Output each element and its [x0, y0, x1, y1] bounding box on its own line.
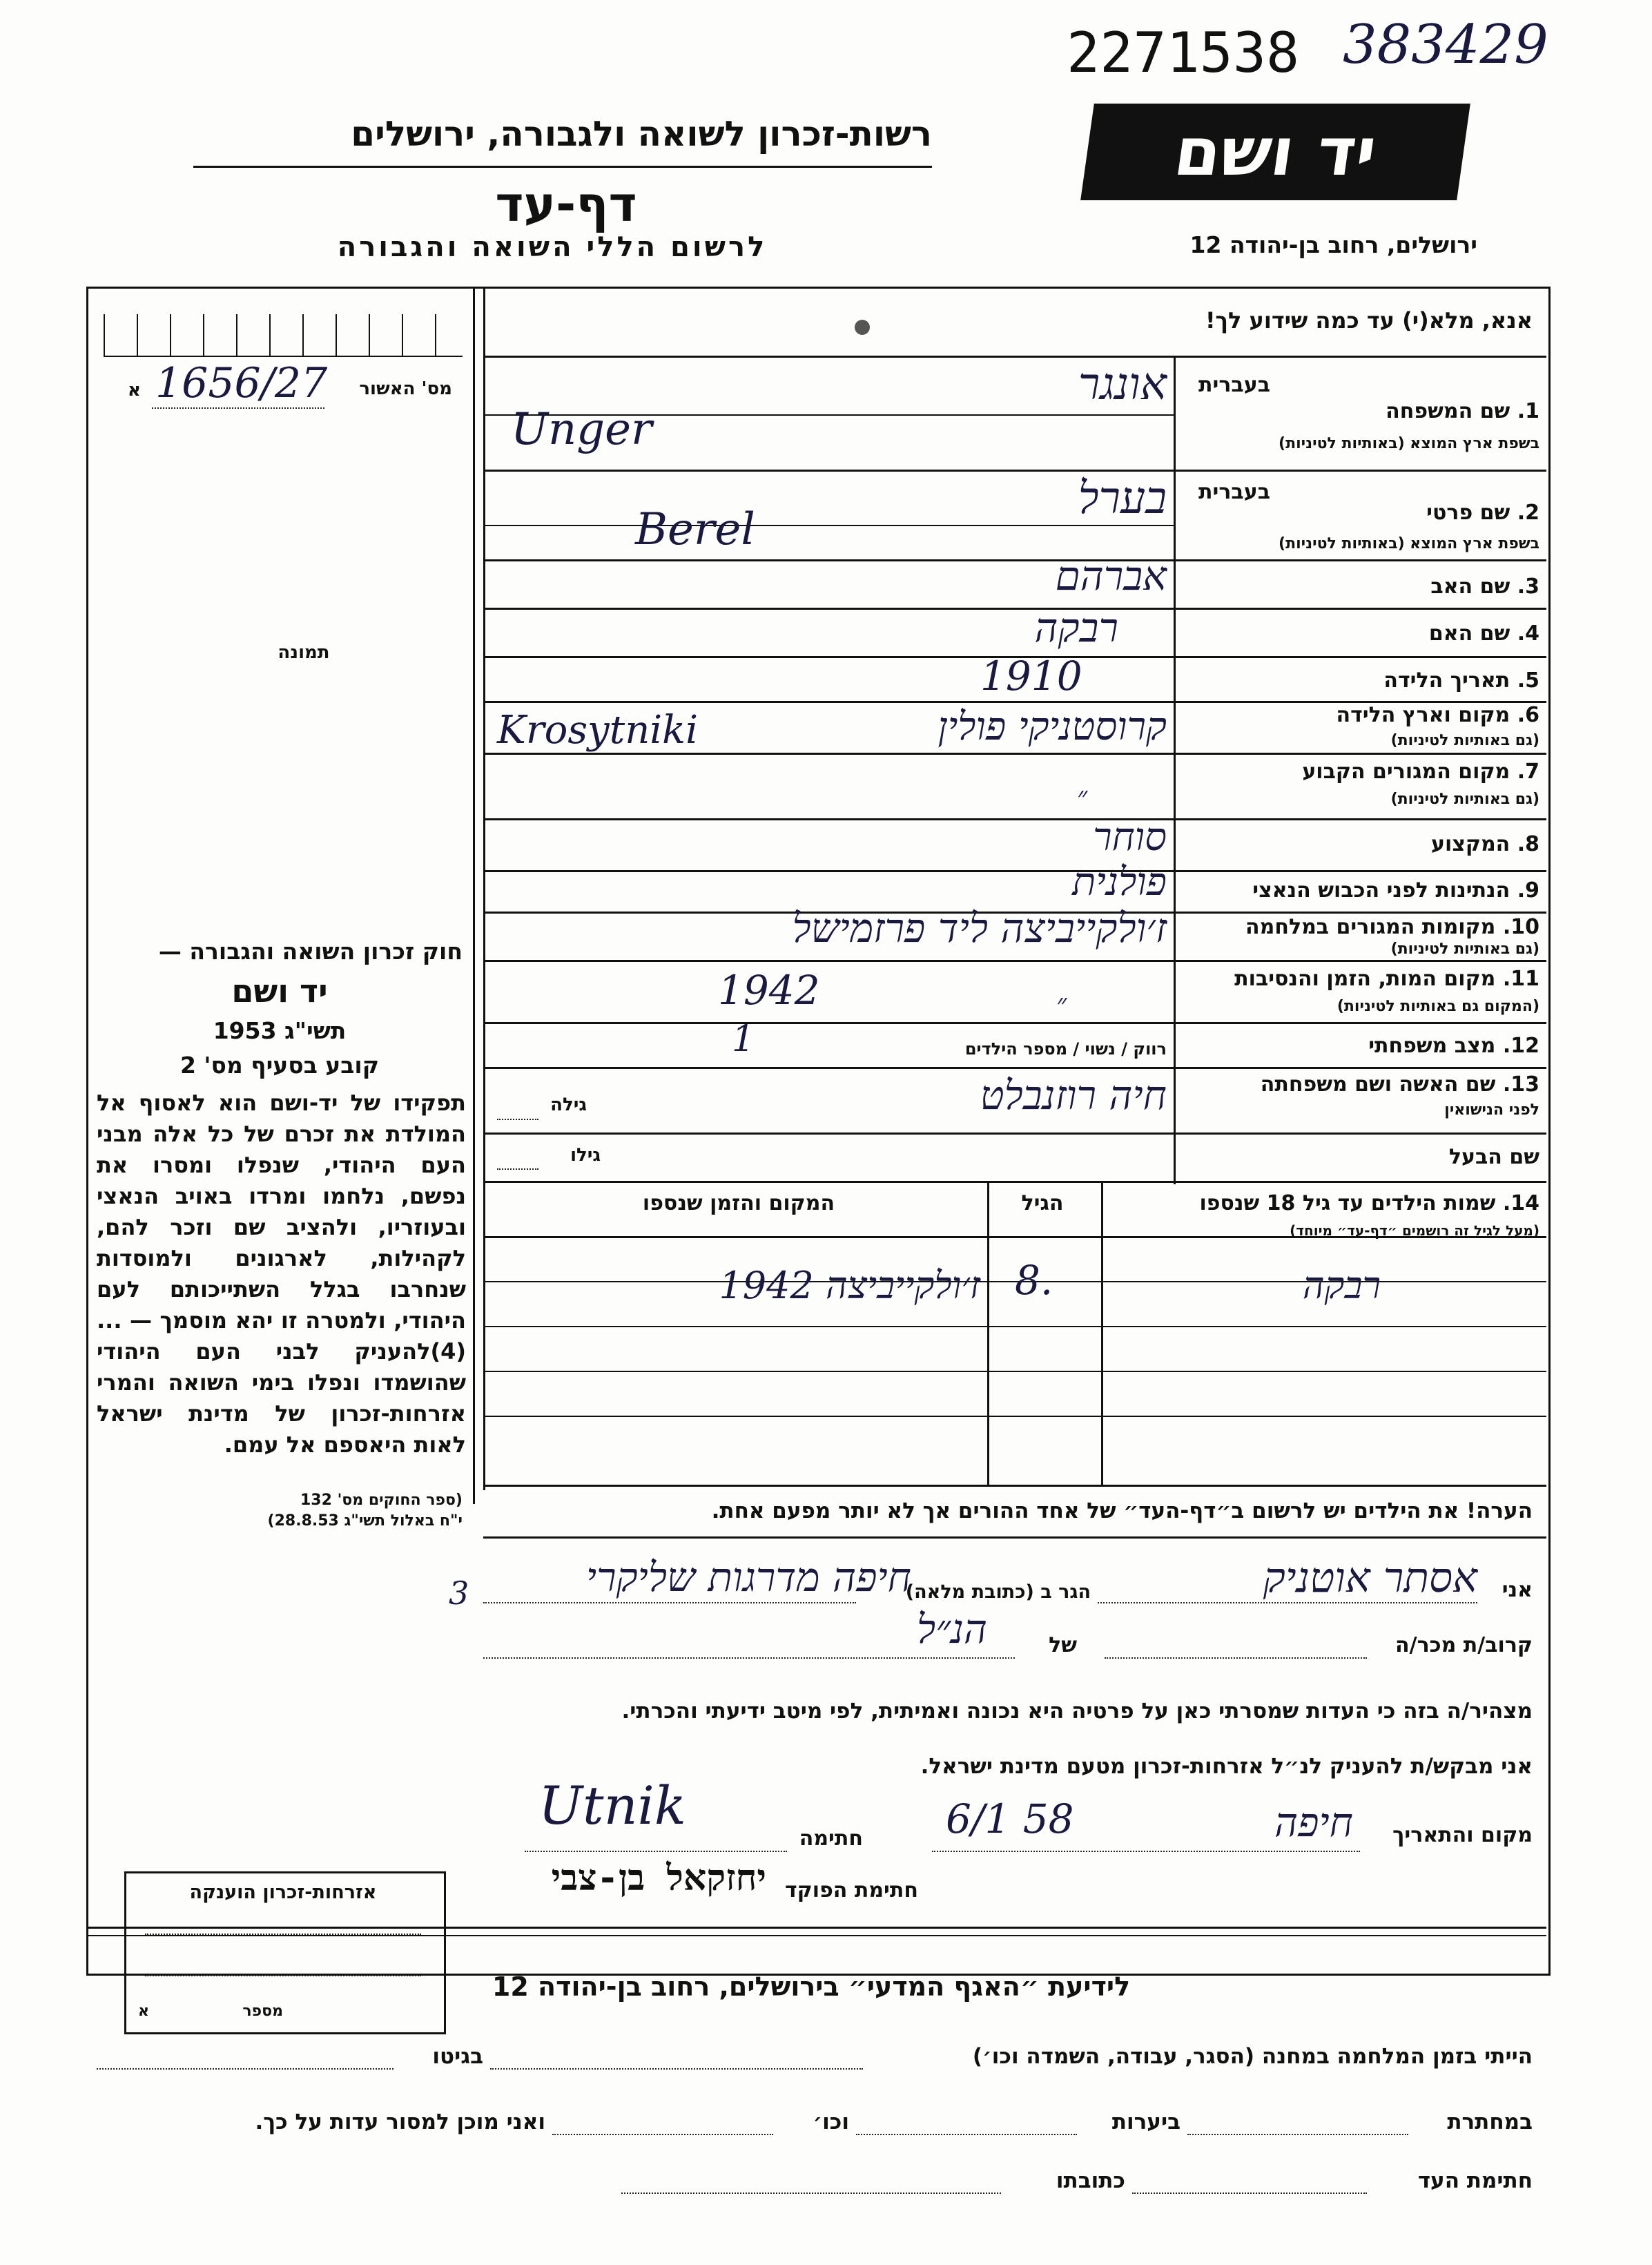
handwritten-number: 383429 [1343, 14, 1548, 76]
mother-name: רבקה [1034, 604, 1118, 651]
field-1-title: שם המשפחה [1386, 399, 1510, 423]
field-1-label [1277, 399, 1539, 423]
photo-label: תמונה [278, 642, 330, 663]
first-name-latin: Berel [635, 504, 755, 555]
field-13-number: 13. [1502, 1072, 1539, 1097]
request-text: אני מבקש/ת להעניק לנ״ל אזרחות-זכרון מטעם מדינת ישראל. [920, 1754, 1533, 1779]
husband-age-label: גילו [570, 1145, 601, 1166]
field-5-title: תאריך הלידה [1383, 668, 1510, 693]
field-1-number: 1. [1517, 399, 1539, 423]
field-5-label [1187, 668, 1539, 693]
of-label: של [1049, 1633, 1077, 1657]
law-text: תפקידו של יד-ושם הוא לאסוף אל המולדת את זכרם של כל אלה מבני העם היהודי, שנפלו ומסרו את נפשם, נלחמו ומרדו באויב הנאצי ובעוזריו, ולהציב שם וזכר להם, לקהילות, לארגונים ולמוסדות שנחרבו בגלל השתייכותם לעם היהודי, ולמטרה זו יהא מוסמך — ...(4)להעניק לבני העם היהודי שהושמדו ונפלו בימי השואה והמרי אזרחות-זכרון של מדינת ישראל לאות היאספם אל עמם. [97, 1090, 466, 1458]
declaration-place: חיפה [1274, 1799, 1353, 1846]
footer-line3-signature: חתימת העד [1417, 2168, 1533, 2193]
surname-latin: Unger [511, 404, 652, 455]
field-7-sub: (גם באותיות לטיניות) [1390, 791, 1539, 808]
field-13-sub: לפני הנישואין [1444, 1101, 1539, 1119]
field-10-sub: (גם באותיות לטיניות) [1390, 941, 1539, 958]
field-11-number: 11. [1502, 967, 1539, 991]
field-4-number: 4. [1517, 621, 1539, 646]
children-col-age: הגיל [1021, 1191, 1064, 1215]
reg-prefix: א [128, 380, 141, 401]
form-title: דף-עד [495, 176, 637, 233]
death-place-ditto: ״ [1056, 988, 1067, 1020]
field-8-number: 8. [1517, 832, 1539, 856]
husband-label: שם הבעל [1448, 1145, 1539, 1169]
field-2-number: 2. [1517, 501, 1539, 525]
death-year: 1942 [718, 967, 820, 1014]
footer-line2-forests: ביערות [1111, 2110, 1180, 2134]
field-10-title: מקומות המגורים במלחמה [1245, 915, 1496, 939]
children-col-place: המקום והזמן שנספו [642, 1191, 835, 1215]
child-name: רבקה [1302, 1264, 1381, 1307]
permanent-residence: ״ [1077, 781, 1088, 813]
field-2-tag: בעברית [1198, 480, 1270, 504]
field-11-title: מקום המות, הזמן והנסיבות [1234, 967, 1496, 991]
field-9-label [1177, 878, 1539, 903]
intro-text: אנא, מלא(י) עד כמה שידוע לך! [1205, 307, 1533, 334]
child-place-time: ז׳ולקייביצה 1942 [719, 1264, 980, 1307]
form-subtitle: לרשום הללי השואה והגבורה [337, 231, 768, 263]
occupation: סוחר [1093, 815, 1167, 860]
child-age: 8. [1015, 1257, 1053, 1304]
footer-line2-testify: ואני מוכן למסור עדות על כך. [255, 2110, 545, 2134]
law-footer-1: (ספר החוקים מס' 132 [300, 1492, 463, 1509]
footer-line2-underground: במחתרת [1447, 2110, 1533, 2134]
institution-name: רשות-זכרון לשואה ולגבורה, ירושלים [351, 114, 932, 154]
marital-status-options: רווק / נשוי / מספר הילדים [964, 1039, 1167, 1059]
reg-label: מס' האשור [359, 378, 452, 399]
certificate-number-label: מספר [242, 2003, 283, 2020]
field-9-number: 9. [1517, 878, 1539, 903]
field-4-title: שם האם [1428, 621, 1510, 646]
document-number: 2271538 [1067, 21, 1300, 85]
yad-vashem-logo [1080, 104, 1470, 200]
field-8-title: המקצוע [1430, 832, 1510, 856]
footer-title: לידיעת ״האגף המדעי״ בירושלים, רחוב בן-יהודה 12 [492, 1972, 1131, 2002]
law-name: יד ושם [231, 972, 328, 1010]
surname-hebrew: אונגר [1078, 359, 1167, 410]
field-1-sub: בשפת ארץ המוצא (באותיות לטיניות) [1279, 435, 1539, 452]
declare-text: מצהיר/ה בזה כי העדות שמסרתי כאן על פרטיה היא נכונה ואמיתית, לפי מיטב ידיעתי והכרתי. [621, 1699, 1533, 1724]
field-3-title: שם האב [1430, 575, 1510, 599]
signature-label: חתימה [799, 1827, 863, 1851]
logo-text: יד ושם [1169, 113, 1381, 191]
relation-value: הנ״ל [916, 1606, 987, 1652]
footer-line1-ghetto: בגיטו [432, 2044, 483, 2069]
birth-place-latin: Krosytniki [497, 708, 699, 753]
footer-line3-address: כתובתו [1056, 2168, 1125, 2193]
relation-label: קרוב/ת מכר/ה [1395, 1633, 1533, 1657]
first-name-hebrew: בערל [1078, 473, 1167, 524]
field-10-number: 10. [1502, 915, 1539, 939]
field-6-sub: (גם באותיות לטיניות) [1390, 732, 1539, 749]
field-2-title: שם פרטי [1426, 501, 1510, 525]
children-header-title: שמות הילדים עד גיל 18 שנספו [1199, 1191, 1496, 1215]
field-2-sub: בשפת ארץ המוצא (באותיות לטיניות) [1279, 535, 1539, 552]
officer-stamp: יחזקאל בן-צבי [551, 1858, 766, 1899]
declarant-i-label: אני [1502, 1578, 1533, 1602]
note-text: הערה! את הילדים יש לרשום ב״דף-העד״ של אחד ההורים אך לא יותר מפעם אחת. [711, 1498, 1533, 1523]
declarant-lives-label: הגר ב (כתובת מלאה) [905, 1581, 1091, 1603]
field-3-number: 3. [1517, 575, 1539, 599]
field-6-number: 6. [1517, 703, 1539, 727]
field-12-number: 12. [1502, 1034, 1539, 1058]
reg-tick-boxes [104, 314, 469, 356]
field-7-label [1187, 760, 1539, 784]
reg-number: 1656/27 [155, 359, 328, 407]
law-footer-2: י"ח באלול תשי"ג 28.8.53) [267, 1512, 463, 1530]
wife-name: חיה רוזנבלט [980, 1072, 1167, 1119]
children-count: 1 [732, 1019, 755, 1060]
certificate-number-prefix: א [138, 2003, 150, 2020]
header-address: ירושלים, רחוב בן-יהודה 12 [1189, 231, 1477, 258]
footer-line1-camp: הייתי בזמן המלחמה במחנה (הסגר, עבודה, השמדה וכו׳) [972, 2044, 1533, 2069]
officer-label: חתימת הפוקד [785, 1878, 918, 1902]
field-12-title: מצב משפחתי [1368, 1034, 1496, 1058]
father-name: אברהם [1055, 552, 1167, 599]
declarant-name: אסתר אוטניק [1263, 1554, 1477, 1602]
declaration-date: 6/1 58 [946, 1795, 1074, 1842]
field-9-title: הנתינות לפני הכבוש הנאצי [1252, 878, 1510, 903]
field-1-tag: בעברית [1198, 373, 1270, 397]
children-header-sub: (מעל לגיל זה רושמים ״דף-עד״ מיוחד) [1290, 1222, 1539, 1239]
law-section: קובע בסעיף מס' 2 [179, 1052, 380, 1079]
children-header-number: 14. [1502, 1191, 1539, 1215]
footer-line2-etc: וכו׳ [813, 2110, 849, 2134]
declarant-address: חיפה מדרגות שליקרי [585, 1554, 911, 1601]
punch-hole-icon [855, 320, 870, 335]
field-8-label [1187, 832, 1539, 856]
certificate-title: אזרחות-זכרון הוענקה [189, 1882, 377, 1903]
wife-age-label: גילה [550, 1095, 587, 1115]
declarant-address-number: 3 [449, 1574, 469, 1612]
signature: Utnik [538, 1775, 686, 1836]
field-5-number: 5. [1517, 668, 1539, 693]
field-6-title: מקום וארץ הלידה [1336, 703, 1510, 727]
field-11-label [1177, 967, 1539, 991]
field-6-label [1187, 703, 1539, 727]
field-13-title: שם האשה ושם משפחתה [1260, 1072, 1496, 1097]
field-3-label [1187, 575, 1539, 599]
birth-place-hebrew: קרוסטניקי פולין [937, 704, 1167, 749]
field-13-label [1177, 1072, 1539, 1097]
birth-date: 1910 [980, 653, 1082, 700]
field-11-sub: (המקום גם באותיות לטיניות) [1337, 998, 1539, 1015]
nationality: פולנית [1072, 860, 1167, 905]
field-7-title: מקום המגורים הקבוע [1302, 760, 1510, 784]
children-header [1111, 1191, 1539, 1215]
law-year: תשי"ג 1953 [213, 1017, 347, 1044]
field-12-label [1187, 1034, 1539, 1058]
field-10-label [1177, 915, 1539, 939]
place-date-label: מקום והתאריך [1392, 1823, 1533, 1847]
field-7-number: 7. [1517, 760, 1539, 784]
law-title: חוק זכרון השואה והגבורה — [158, 938, 463, 965]
field-4-label [1187, 621, 1539, 646]
wartime-residence: ז׳ולקייביצה ליד פרזמישל [792, 905, 1167, 952]
field-2-label [1277, 501, 1539, 525]
